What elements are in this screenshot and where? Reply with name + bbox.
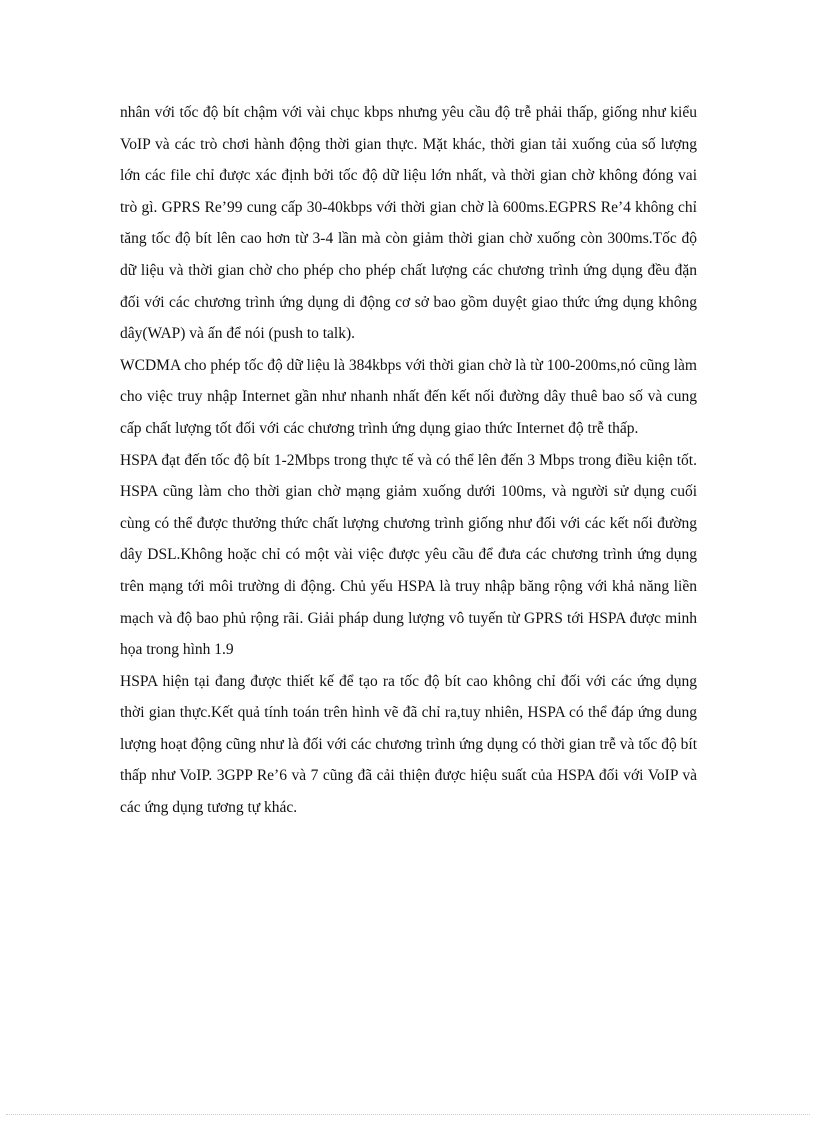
paragraph-hspa-design: HSPA hiện tại đang được thiết kế để tạo ra tốc độ bít cao không chỉ đối với các ứng dụng thời gian thực.Kết quả tính toán trên hình vẽ đã chỉ ra,tuy nhiên, HSPA có thể đáp ứng dung lượng hoạt động cũng như là đối với các chương trình ứng dụng có thời gian trễ và tốc độ bít thấp như VoIP. 3GPP Re’6 và 7 cũng đã cải thiện được hiệu suất của HSPA đối với VoIP và các ứng dụng tương tự khác.: [120, 672, 697, 817]
paragraph-wcdma: WCDMA cho phép tốc độ dữ liệu là 384kbps với thời gian chờ là từ 100-200ms,nó cũng làm cho việc truy nhập Internet gần như nhanh nhất đến kết nối đường dây thuê bao số và cung cấp chất lượng tốt đối với các chương trình ứng dụng giao thức Internet độ trễ thấp.: [120, 356, 697, 437]
paragraph-hspa-speed: HSPA đạt đến tốc độ bít 1-2Mbps trong thực tế và có thể lên đến 3 Mbps trong điều kiện tốt. HSPA cũng làm cho thời gian chờ mạng giảm xuống dưới 100ms, và người sử dụng cuối cùng có thể được thưởng thức chất lượng chương trình giống như đối với các kết nối đường dây DSL.Không hoặc chỉ có một vài việc được yêu cầu để đưa các chương trình ứng dụng trên mạng tới môi trường di động. Chủ yếu HSPA là truy nhập băng rộng với khả năng liền mạch và độ bao phủ rộng rãi. Giải pháp dung lượng vô tuyến từ GPRS tới HSPA được minh họa trong hình 1.9: [120, 451, 697, 659]
page-bottom-divider: [6, 1114, 810, 1115]
document-body: [120, 97, 697, 824]
paragraph-latency-gprs: nhân với tốc độ bít chậm với vài chục kbps nhưng yêu cầu độ trễ phải thấp, giống như kiểu VoIP và các trò chơi hành động thời gian thực. Mặt khác, thời gian tải xuống của số lượng lớn các file chỉ được xác định bởi tốc độ dữ liệu lớn nhất, và thời gian chờ không đóng vai trò gì. GPRS Re’99 cung cấp 30-40kbps với thời gian chờ là 600ms.EGPRS Re’4 không chỉ tăng tốc độ bít lên cao hơn từ 3-4 lần mà còn giảm thời gian chờ xuống còn 300ms.Tốc độ dữ liệu và thời gian chờ cho phép cho phép chất lượng các chương trình ứng dụng đều đặn đối với các chương trình ứng dụng di động cơ sở bao gồm duyệt giao thức ứng dụng không dây(WAP) và ấn để nói (push to talk).: [120, 104, 697, 343]
